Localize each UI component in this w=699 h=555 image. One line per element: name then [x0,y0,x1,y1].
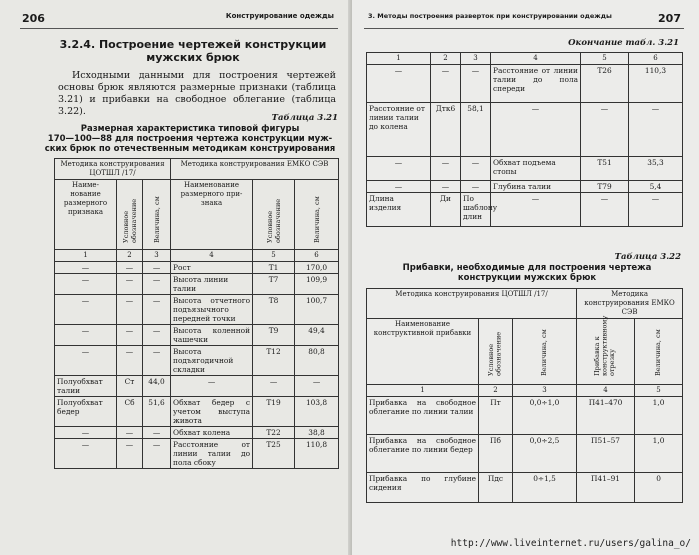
col-num: 4 [171,250,253,262]
col-header-allowance: Прибавка к конструктивному отрезку [593,315,617,376]
table-row: — — — Расстояние от линии талии до пола спереди T26 110,3 [367,65,683,103]
table-row: Прибавка по глубине сидения Пдс 0÷1,5 П41–91 0 [367,473,683,503]
col-num: 2 [117,250,143,262]
table-row: Расстояние от линии талии до колена Дтк6 58,1 — — — [367,103,683,157]
col-num: 5 [635,385,683,397]
col-num: 5 [253,250,295,262]
col-header-symbol2: Условное обозначение [265,198,282,243]
right-page-number: 207 [658,12,681,25]
right-page [352,0,699,555]
left-page-number: 206 [22,12,45,25]
table-row: — — — Высота подъягодичной складки T12 80,8 [55,346,339,376]
col-num: 6 [295,250,339,262]
col-num: 3 [513,385,577,397]
col-header-value2: Величина, см [312,196,321,243]
table-row: — — — Высота коленной чашечки T9 49,4 [55,325,339,346]
intro-paragraph: Исходными данными для построения чертежей основы брюк являются размерные признаки (таблица 3.21) и прибавки на свободное облегание (таблица 3.22). [58,70,336,117]
table-row: Длина изделия Ди По шаблону длин — — — [367,193,683,227]
table-3-21-caption: Таблица 3.21 [271,113,338,123]
header-rule [364,28,684,29]
table-3-21-title: Размерная характеристика типовой фигуры 170—100—88 для построения чертежа конструкции муж- ских брюк по отечественным методикам конструирования [44,124,336,154]
col-header-value: Величина, см [152,196,161,243]
table-3-21-continued [366,52,683,227]
table-3-22-caption: Таблица 3.22 [614,252,681,262]
col-header-name: Наиме-нование размерного признака [55,180,117,250]
table-3-21 [54,158,339,469]
col-num: 1 [367,53,431,65]
table-3-22 [366,288,683,503]
group-header-emko: Методика конструирования ЕМКО СЭВ [577,289,683,319]
col-num: 3 [461,53,491,65]
col-num: 4 [577,385,635,397]
col-header-name: Наименование конструктивной прибавки [367,319,479,385]
col-header-value2: Величина, см [653,329,662,376]
col-num: 2 [479,385,513,397]
table-row: — — — Рост T1 170,0 [55,262,339,274]
group-header-emko: Методика конструирования ЕМКО СЭВ [171,159,339,180]
table-row: — — — Обхват колена T22 38,8 [55,427,339,439]
col-num: 2 [431,53,461,65]
col-num: 1 [55,250,117,262]
table-row: Полуобхват талии Ст 44,0 — — — [55,376,339,397]
group-header-cotshl: Методика конструирования ЦОТШЛ /17/ [55,159,171,180]
col-num: 4 [491,53,581,65]
table-row: Полуобхват бедер Сб 51,6 Обхват бедер с учетом выступа живота T19 103,8 [55,397,339,427]
section-title: 3.2.4. Построение чертежей конструкции мужских брюк [59,38,327,64]
col-num: 5 [581,53,629,65]
table-row: Прибавка на свободное облегание по линии талии Пт 0,0÷1,0 П41–470 1,0 [367,397,683,435]
table-3-22-title: Прибавки, необходимые для построения чертежа конструкции мужских брюк [402,263,652,283]
table-row: — — — Высота отчетного подъязычного передней точки T8 100,7 [55,295,339,325]
col-header-symbol: Условное обозначение [487,331,503,376]
col-header-value: Величина, см [539,329,548,376]
table-row: — — — Высота линии талии T7 109,9 [55,274,339,295]
table-row: Прибавка на свободное облегание по линии бедер Пб 0,0÷2,5 П51–57 1,0 [367,435,683,473]
table-row: — — — Глубина талии T79 5,4 [367,181,683,193]
watermark-url: http://www.liveinternet.ru/users/galina_o/ [450,538,691,549]
right-running-head: 3. Методы построения разверток при конструировании одежды [368,12,612,20]
continuation-caption: Окончание табл. 3.21 [568,38,679,48]
col-header-name2: Наименование размерного при-знака [171,180,253,250]
header-rule [20,28,338,29]
col-header-symbol: Условное обозначение [121,198,138,243]
table-row: — — — Расстояние от линии талии до пола сбоку T25 110,8 [55,439,339,469]
col-num: 3 [143,250,171,262]
col-num: 1 [367,385,479,397]
col-num: 6 [629,53,683,65]
left-running-head: Конструирование одежды [225,12,334,20]
table-row: — — — Обхват подъема стопы T51 35,3 [367,157,683,181]
group-header-cotshl: Методика конструирования ЦОТШЛ /17/ [367,289,577,319]
